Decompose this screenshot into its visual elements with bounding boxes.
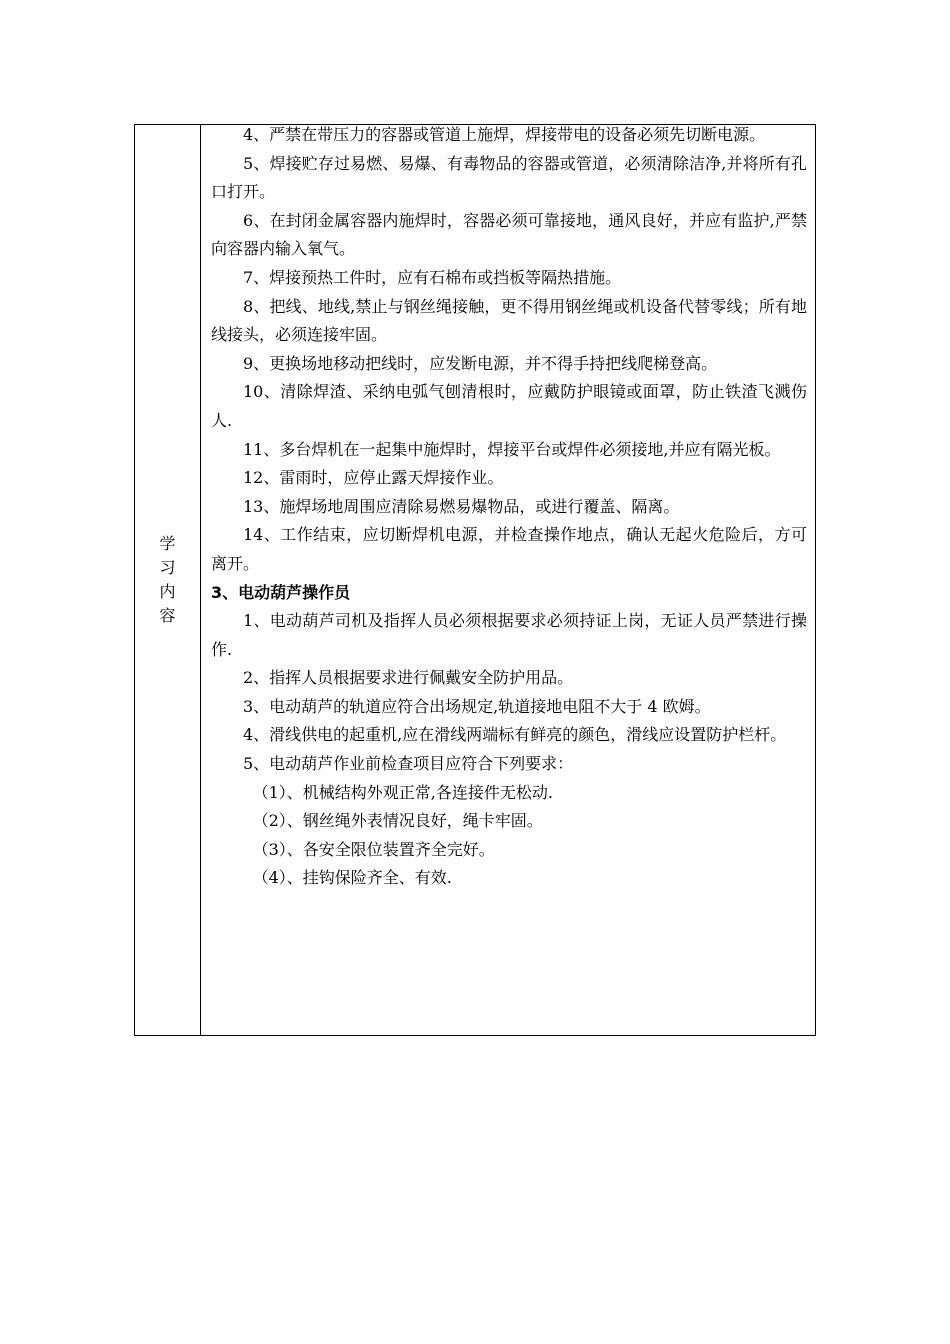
sub-item: （4）、挂钩保险齐全、有效. bbox=[252, 868, 452, 888]
paragraph: 14、工作结束，应切断焊机电源，并检查操作地点，确认无起火危险后，方可离开。 bbox=[211, 525, 807, 573]
paragraph: 5、焊接贮存过易燃、易爆、有毒物品的容器或管道，必须清除洁净,并将所有孔口打开。 bbox=[211, 153, 807, 202]
content-table bbox=[134, 124, 816, 1036]
section-paragraph: 3、电动葫芦的轨道应符合出场规定,轨道接地电阻不大于 4 欧姆。 bbox=[243, 696, 711, 716]
paragraph: 9、更换场地移动把线时，应发断电源，并不得手持把线爬梯登高。 bbox=[243, 353, 718, 373]
section-paragraph: 5、电动葫芦作业前检查项目应符合下列要求： bbox=[243, 754, 574, 774]
section-paragraph: 4、滑线供电的起重机,应在滑线两端标有鲜亮的颜色，滑线应设置防护栏杆。 bbox=[243, 725, 787, 745]
row-label: 学习内容 bbox=[159, 534, 176, 625]
paragraph: 10、清除焊渣、采纳电弧气刨清根时，应戴防护眼镜或面罩，防止铁渣飞溅伤人. bbox=[211, 382, 807, 430]
section-paragraph: 1、电动葫芦司机及指挥人员必须根据要求必须持证上岗，无证人员严禁进行操作. bbox=[211, 611, 807, 659]
paragraph: 12、雷雨时，应停止露天焊接作业。 bbox=[243, 468, 504, 488]
sub-item: （1）、机械结构外观正常,各连接件无松动. bbox=[252, 782, 553, 802]
paragraph: 6、在封闭金属容器内施焊时，容器必须可靠接地，通风良好，并应有监护,严禁向容器内输入氧气。 bbox=[211, 210, 807, 259]
content-cell bbox=[201, 125, 815, 1035]
sub-item: （2）、钢丝绳外表情况良好，绳卡牢固。 bbox=[252, 811, 543, 831]
paragraph: 11、多台焊机在一起集中施焊时，焊接平台或焊件必须接地,并应有隔光板。 bbox=[243, 439, 781, 459]
paragraph: 13、施焊场地周围应清除易燃易爆物品，或进行覆盖、隔离。 bbox=[243, 496, 680, 516]
section-heading: 3、电动葫芦操作员 bbox=[211, 582, 351, 602]
sub-item: （3）、各安全限位装置齐全完好。 bbox=[252, 839, 495, 859]
paragraph: 4、严禁在带压力的容器或管道上施焊，焊接带电的设备必须先切断电源。 bbox=[243, 125, 766, 144]
paragraph: 8、把线、地线,禁止与钢丝绳接触，更不得用钢丝绳或机设备代替零线；所有地线接头，必须连接牢固。 bbox=[211, 296, 807, 345]
row-label-cell bbox=[135, 125, 201, 1035]
paragraph: 7、焊接预热工件时，应有石棉布或挡板等隔热措施。 bbox=[243, 267, 622, 287]
section-paragraph: 2、指挥人员根据要求进行佩戴安全防护用品。 bbox=[243, 668, 574, 688]
